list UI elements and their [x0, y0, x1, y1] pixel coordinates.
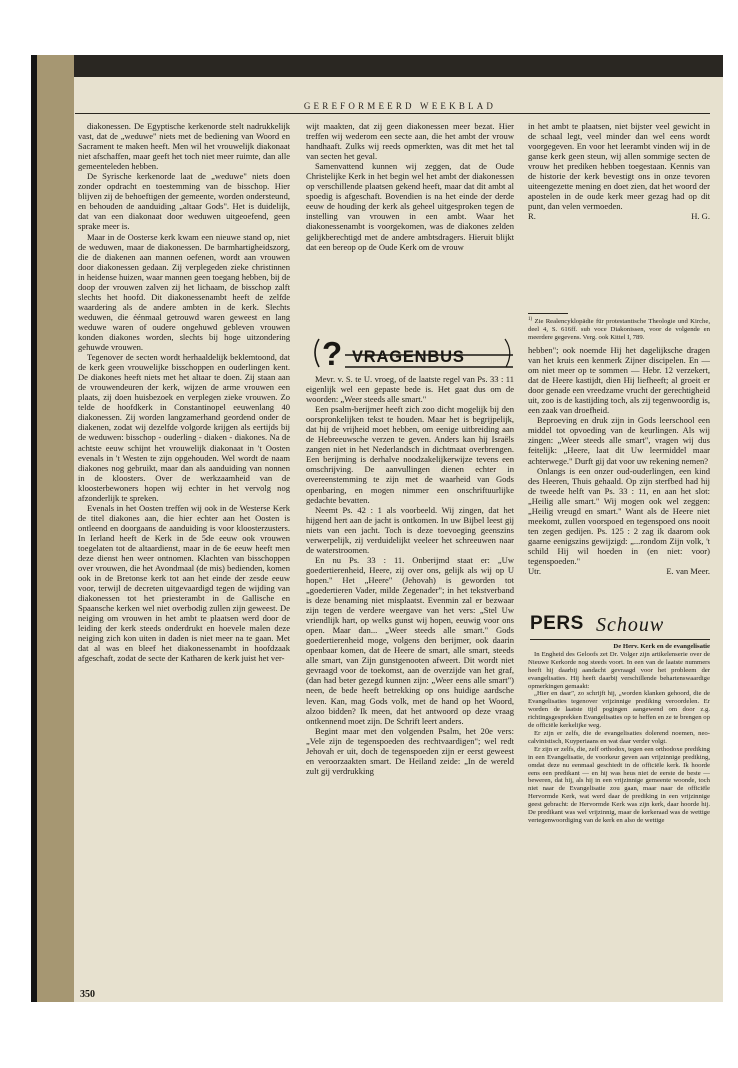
paragraph: Onlangs is een onzer oud-ouderlingen, een kind des Heeren, Thuis gehaald. Op zijn sterfbed had hij de tweede helft van Ps. 33 : 11, en aan het slot: „Heilig alle smart." Wij mogen ook wel zeggen: „Heilig vreugd en smart." Want als de Heere niet meekomt, zullen voorspoed en tegenspoed ons nooit ten zegen gedijen. Ps. 125 : 2 zag ik daarom ook gaarne eenigszins gewijzigd: „...rondom Zijn volk, 't schild Hij wil hoeden in (en niet: voor) tegenspoeden."	[528, 465, 710, 566]
footnote	[528, 316, 710, 342]
paragraph: Samenvattend kunnen wij zeggen, dat de Oude Christelijke Kerk in het begin wel het ambt der diakonessen op verschillende plaatsen gekend heeft, maar dat dit ambt al spoedig is afgeschaft. Bovendien is na het einde der derde eeuw de houding der kerk als geheel uitgesproken tegen de instelling van vrouwen in een ambt. Waar het diakonessenambt is voorgekomen, was de diakones zelden gelijkberechtigd met de andere ambtsdragers. Hieruit blijkt dat een bereop op de Oude Kerk om de vrouw	[306, 161, 514, 252]
paragraph: Neemt Ps. 42 : 1 als voorbeeld. Wij zingen, dat het hijgend hert aan de jacht is ontkomen. In uw Bijbel leest gij niets van een jacht. Toch is deze toevoeging geenszins verwerpelijk, zij verduidelijkt veeleer het schreeuwen naar de waterstroomen.	[306, 504, 514, 555]
persschouw-heading	[528, 612, 710, 638]
column-3-top	[528, 121, 710, 323]
paragraph: Evenals in het Oosten treffen wij ook in de Westerse Kerk de titel diakones aan, die hier echter aan het Oosten is ontleend en doorgaans de aanduiding is voor kloosterzusters. In Ierland heeft de Kerk in de 5de eeuw ook vrouwen toegelaten tot de altaardienst, maar in de 6e eeuw heeft men deze dienst hen weer ontnomen. Klachten van bisschoppen over vrouwen, die het Avondmaal (de mis) bedienden, komen ook in de Bretonse kerk tot aan het einde der zesde eeuw voor, terwijl de decreten uitgevaardigd tegen de wijding van diakonessen tot het priesterambt in de Gallische en Spaansche kerken wel niet overbodig zullen zijn geweest. De neiging om vrouwen in het ambt te plaatsen werd door de leiding der kerk steeds onderdrukt en hoevele malen deze neiging zich kon uiten in daden is niet meer na te gaan. Met dat al was en bleef het diakonessenambt in hoofdzaak afgeschaft, zodat de secte der Katharen de kerk juist het ver-	[78, 502, 290, 664]
paragraph: „Hier en daar", zo schrijft hij, „worden klanken gehoord, die de Evangelisaties tegenover vrijzinnige prediking veroordelen. Er worden de laatste tijd pogingen aangewend om door z.g. richtingsgesprekken Evangelisaties op te heffen en ze te brengen op de officiële kerkelijke weg.	[528, 690, 710, 730]
running-header: GEREFORMEERD WEEKBLAD	[303, 101, 497, 111]
column-1	[78, 121, 290, 1006]
signature-left: Utr.	[528, 566, 542, 577]
signature-left: R.	[528, 211, 536, 222]
persschouw-word-schouw: Schouw	[596, 614, 665, 636]
svg-text:?: ?	[322, 335, 343, 371]
header-rule	[75, 113, 710, 114]
column-2-top	[306, 121, 514, 331]
page-top-shadow	[31, 55, 723, 77]
paragraph: In Engheid des Geloofs zet Dr. Volger zijn artikelenserie over de Nieuwe Kerkorde nog steeds voort. In een van de laatste nummers heeft hij daarbij aandacht gevraagd voor het probleem der evangelisaties. Hij heeft daarbij verschillende behartenswaardige opmerkingen gemaakt:	[528, 650, 710, 690]
paragraph: Mevr. v. S. te U. vroeg, of de laatste regel van Ps. 33 : 11 eigenlijk wel een gepaste bede is. Het gaat dus om de woorden: „Weer steeds alle smart."	[306, 374, 514, 405]
paragraph: wijt maakten, dat zij geen diakonessen meer bezat. Hier treffen wij wederom een secte aan, die het ambt der vrouw handhaaft. Zulks wij reeds opmerkten, was dit met het tal van secten het geval.	[306, 121, 514, 162]
paragraph: De Syrische kerkenorde laat de „weduwe" niets doen zonder opdracht en toestemming van de bisschop. Hier blijven zij de behoeftigen der gemeente, worden ondersteund, en behouden de aanduiding „altaar Gods". Het is duidelijk, dat van een diakonaat door weduwen uitgeoefend, geen sprake meer is.	[78, 171, 290, 232]
paragraph: Er zijn er zelfs, die de evangelisaties dolerend noemen, neo-calvinistisch, Kuyperiaans en wat daar verder volgt.	[528, 729, 710, 745]
paragraph: Beproeving en druk zijn in Gods leerschool een middel tot opvoeding van de keurlingen. Als wij zingen: „Weer steeds alle smart", vragen wij dus feitelijk: „Heere, laat dit Uw leermiddel maar achterwege." Durft gij dat voor uw rekening nemen?	[528, 415, 710, 466]
vragenbus-heading	[309, 333, 517, 371]
paragraph: Tegenover de secten wordt herhaaldelijk beklemtoond, dat de kerk geen vrouwelijke bisschoppen en ouderlingen kent. De diakones heeft niets met het altaar te doen. Zij staan aan de vrouwendeuren der kerk, wijzen de arme vrouwen een plaats, zij doen huisbezoek en verplegen zieke vrouwen. Zo telde de hoofdkerk in Constantinopel eeuwenlang 40 diakonessen. Zij worden langzamerhand geordend onder de diakenen, zodat wij dezelfde volgorde krijgen als eertijds bij de weduwen: bisschop - ouderling - diaken - diakones. Na de achtste eeuw schijnt het vrouwelijk diakonaat in 't Oosten evenals in 't Westen te zijn opgehouden. Wel wordt de naam diakones nog gebruikt, maar dan als aanduiding van nonnen in de kloosters. Over de werkzaamheid van de kloosterbewoners hopen wij echter in het vervolg nog afzonderlijk te spreken.	[78, 352, 290, 503]
footnote-mark: 1)	[528, 317, 533, 322]
persschouw-word-pers: PERS	[530, 613, 584, 634]
footnote-rule	[528, 313, 568, 314]
paragraph: En nu Ps. 33 : 11. Onberijmd staat er: „Uw goedertierenheid, Heere, zij over ons, gelijk als wij op U hopen." Het „Heere" (Jehovah) is geworden tot „goedertieren Vader, milde Zegenader"; in het tekstverband is deze benaming niet misplaatst. Evenmin zal er bezwaar zijn tegen de verdere weergave van het vers: „Stel Uw vriendlijk hart, op welks gunst wij hopen, eeuwig voor ons open. Maar dan... „Weer steeds alle smart." Gods goedertierenheid moge, volgens den berijmer, ook daarin openbaar komen, dat de Heere de smart, alle smart, steeds alle smart, van Zijn gunstgenooten afweert. Dit wordt niet gevraagd voor de toekomst, aan de overzijde van het graf, (dan had beter gezegd kunnen zijn: „Weer eens alle smart") neen, de bede heeft betrekking op ons huidige aardsche leven. Kan, mag Gods volk, met de hand op het Woord, alzoo bidden? Ik meen, dat het antwoord op deze vraag ontkennend moet zijn. De Schrift leert anders.	[306, 554, 514, 726]
column-3-vragenbus-cont	[528, 345, 710, 607]
paragraph: diakonessen. De Egyptische kerkenorde stelt nadrukkelijk vast, dat de „weduwe" niets met de bediening van Woord en Sacrament te maken heeft. Men wil het vrouwelijk diakonaat niet afschaffen, maar geeft het toch niet meer ruimte, dan alle gemeenteleden hebben.	[78, 121, 290, 172]
paragraph: Maar in de Oosterse kerk kwam een nieuwe stand op, niet de weduwen, maar de diakonessen. De barmhartigheidszorg, die de diakenen aan mannen oefenen, wordt aan vrouwen door diakonessen gedaan. Zij verplegeden zieke christinnen in heidense huizen, waar mannen geen toegang hebben, bij de doop der vrouwen zalven zij het lichaam, de bisschop zalft slechts het hoofd. Dit diakonessenambt heeft de zelfde waardering als de andere ambten in de kerk. Slechts weduwen, die éénmaal getrouwd waren geweest en lang weduwe waren of oudere ongehuwd gebleven vrouwen konden diakones worden, slechts bij hoge uitzondering gehuwde vrouwen.	[78, 231, 290, 353]
page-number: 350	[80, 989, 95, 1000]
signature-right: H. G.	[691, 211, 710, 222]
press-subheading: De Herv. Kerk en de evangelisatie	[613, 643, 710, 650]
column-3-persschouw	[528, 643, 710, 1008]
paragraph: Een psalm-berijmer heeft zich zoo dicht mogelijk bij den oorspronkelijken tekst te houden. Maar het is begrijpelijk, dat hij de vrijheid moet hebben, om eenige uitbreiding aan de Hebreeuwsche verzen te geven. Anders kan hij Israëls zangen niet in het Nederlandsch in dichtmaat overbrengen. Een berijming is derhalve noodzakelijkerwijze tevens een omschrijving. De aanvullingen dienen echter in overeenstemming te zijn met de waarheid van Gods openbaring, en mogen nimmer een onschriftuurlijke gedachte bevatten.	[306, 404, 514, 505]
persschouw-rule	[530, 639, 710, 640]
paragraph: Begint maar met den volgenden Psalm, het 20e vers: „Vele zijn de tegenspoeden des rechtvaardigen"; wel redt Jehovah er uit, doch de tegenspoeden zijn er eerst geweest en veroorzaakten smart. De Heiland zeide: „In de wereld zult gij verdrukking	[306, 725, 514, 776]
paragraph: Er zijn er zelfs, die, zelf orthodox, tegen een orthodoxe prediking in een Evangelisatie, de voorkeur geven aan vrijzinnige prediking, omdat deze nu eenmaal geschiedt in de officiële kerk. Ik hoorde eens een predikant — en hij was heus niet de eerste de beste — beweren, dat hij, als hij in een vrijzinnige gemeente woonde, toch niet naar de Evangelisatie zou gaan, maar naar de officiële Hervormde Kerk, wat werd daar de prediking in een vrijzinnige geest gebracht: de Hervormde Kerk was zijn kerk, daar hoorde hij. De predikant was wel vrijzinnig, maar de kerkeraad was de wettige vertegenwoordiging van de kerk en also de wettige	[528, 745, 710, 824]
page-binding	[37, 55, 74, 1002]
column-2-vragenbus	[306, 374, 514, 1004]
paragraph: in het ambt te plaatsen, niet bijster veel gewicht in de schaal legt, veel minder dan wel eens wordt voorgegeven. En voor het leerambt vinden wij in de ganse kerk geen steun, wij allen sommige secten de vrouw het prediken hebben toegestaan. Kennis van de historie der kerk bevestigt ons in onze tevoren uiteengezette mening en doet zien, dat het woord der apostelen in de oude kerk meer gezag had op dit punt, dan velen vermoeden.	[528, 121, 710, 212]
signature-right: E. van Meer.	[666, 566, 710, 577]
vragenbus-title: VRAGENBUS	[352, 348, 465, 366]
footnote-text: Zie Realencyklopädie für protestantische Theologie und Kirche, deel 4, S. 616ff. sub voce Diakonissen, voor de volgende en meerdere gegevens. Verg. ook Kittel I, 789.	[528, 318, 711, 341]
signature-line	[528, 566, 710, 576]
signature-line	[528, 211, 710, 221]
paragraph: hebben"; ook noemde Hij het dagelijksche dragen van het kruis een kenmerk Zijner discipelen. En — om niet meer op te sommen — Hebr. 12 verzekert, dat de Heere kastijdt, dien Hij liefheeft; al groeit er door genade een vreedzame vrucht der gerechtigheid uit, zoo is de kastijding toch, als zij tegenwoordig is, een zaak van droefheid.	[528, 345, 710, 416]
